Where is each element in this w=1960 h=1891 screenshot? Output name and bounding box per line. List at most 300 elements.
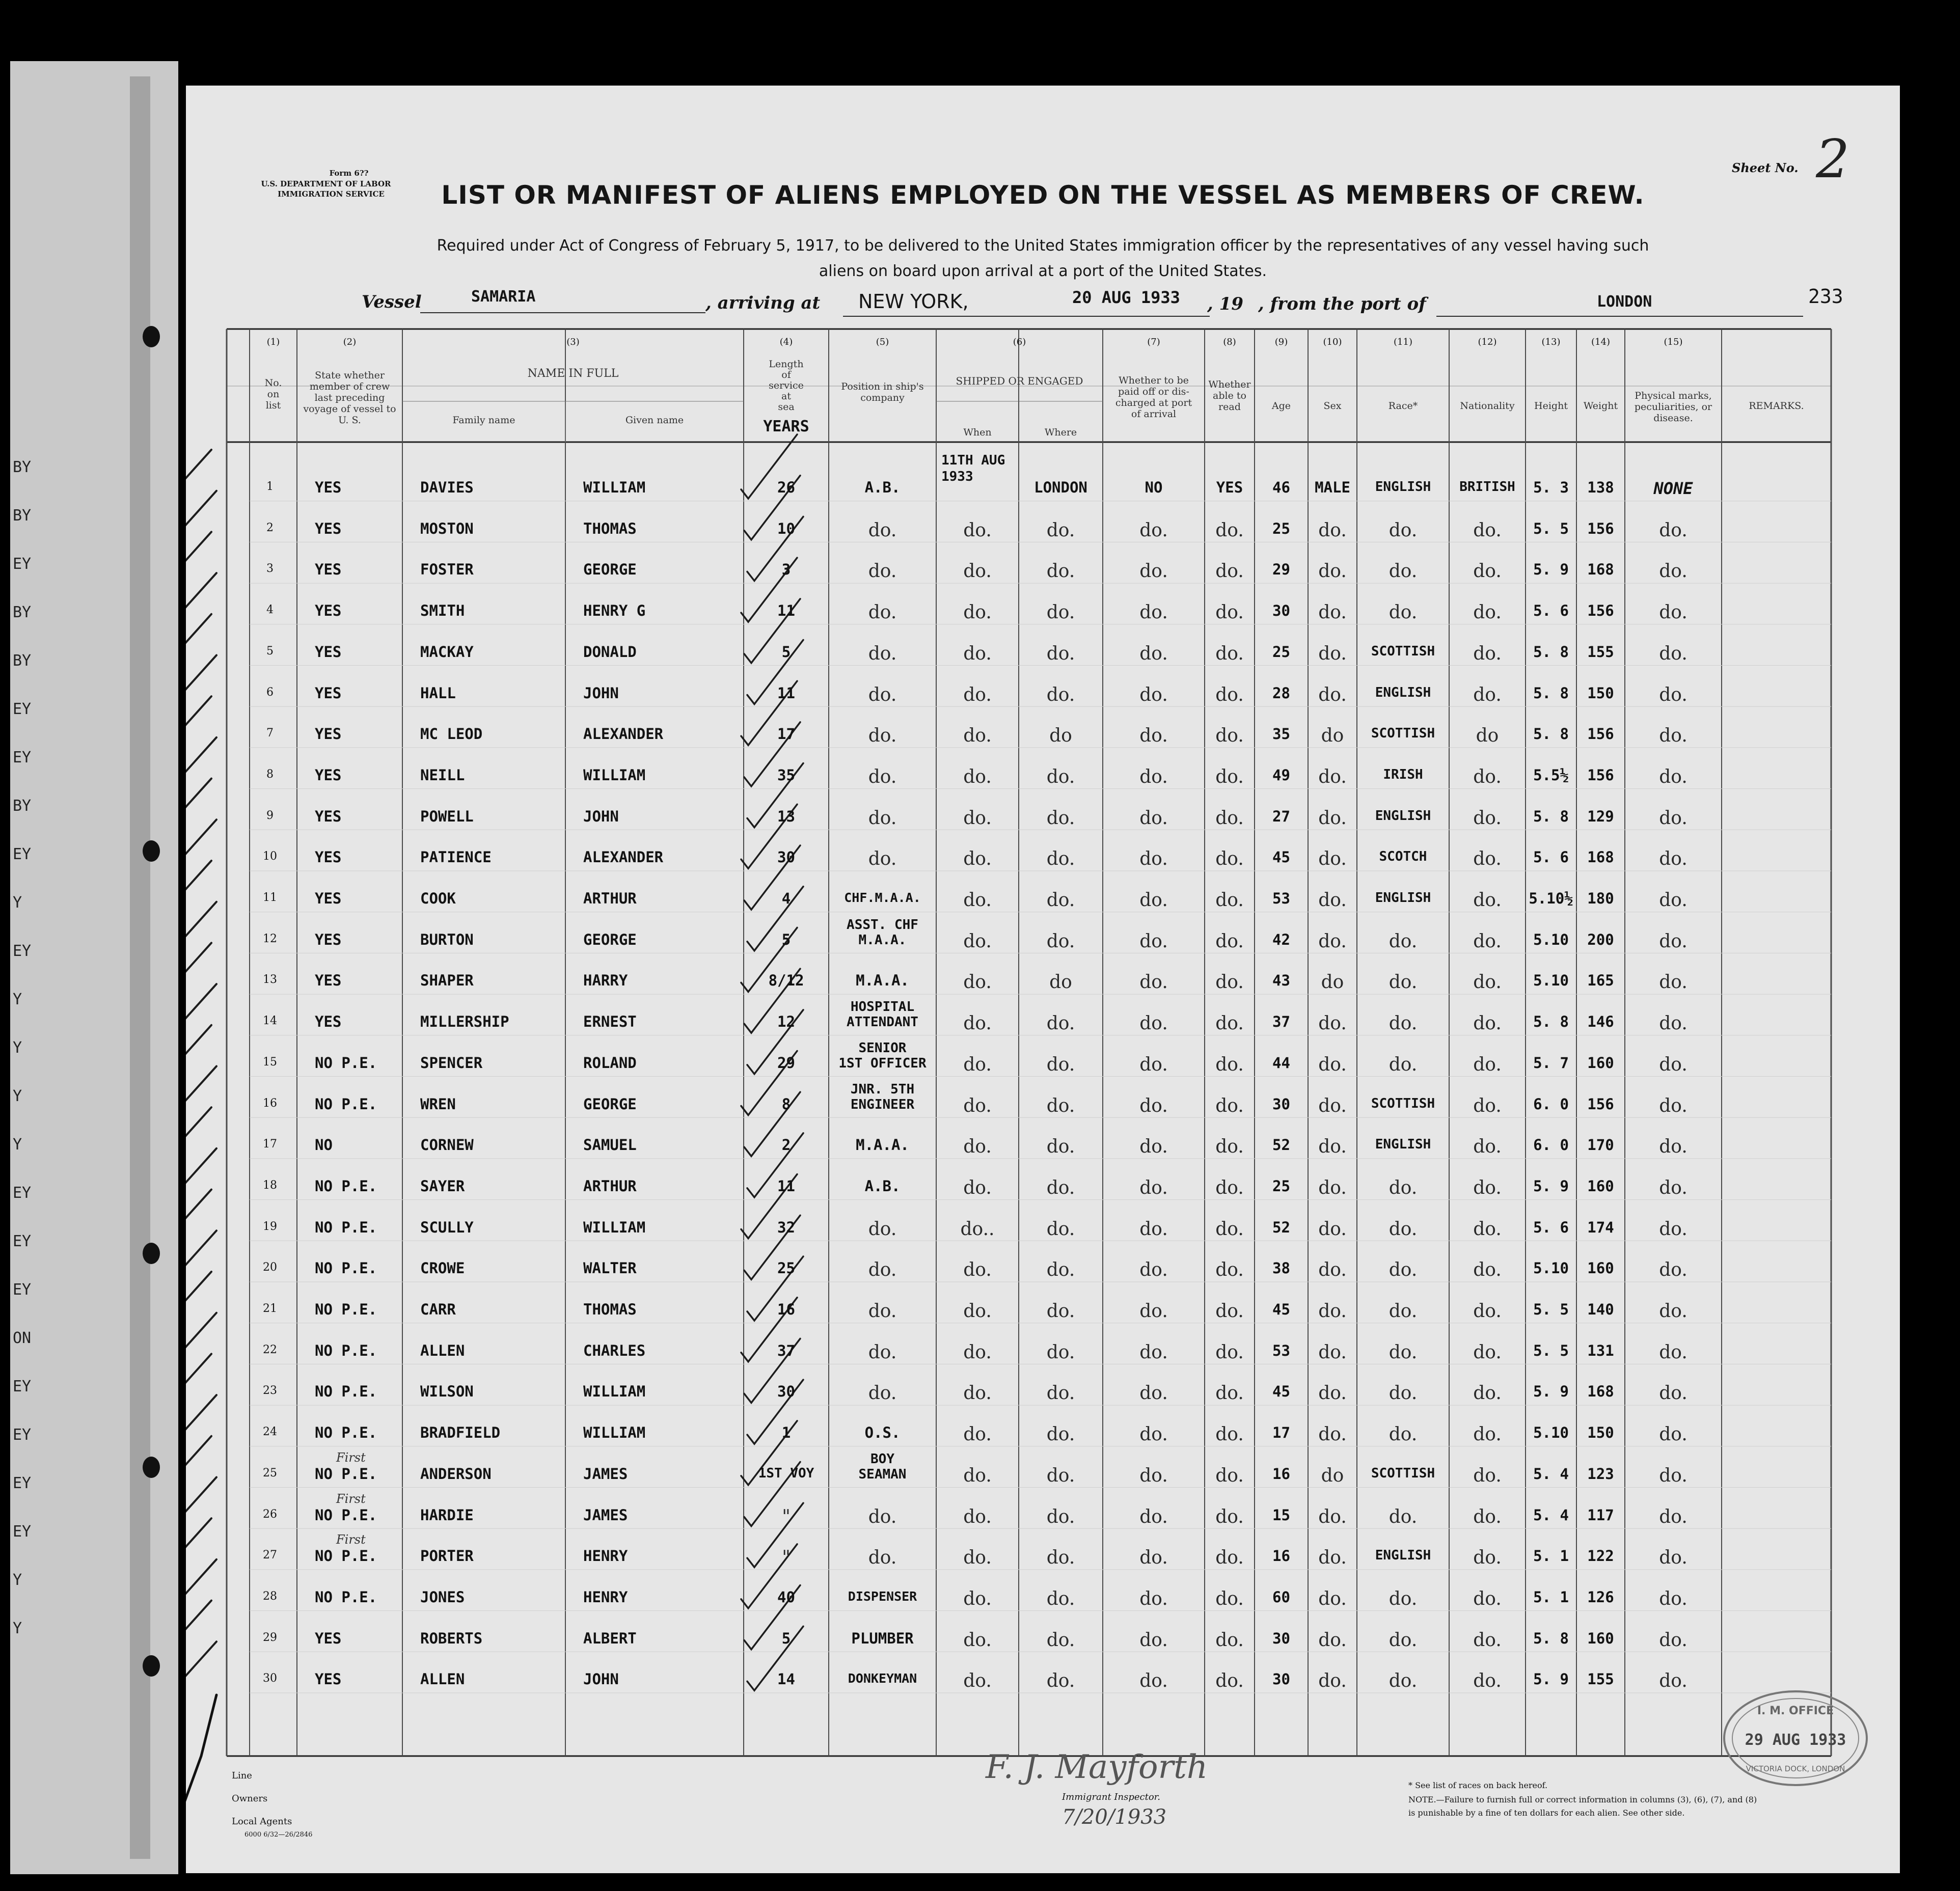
- able-to-read: do.: [1215, 972, 1244, 993]
- nationality: do.: [1473, 972, 1502, 993]
- family-name: SCULLY: [420, 1218, 474, 1236]
- physical-marks: do.: [1659, 1013, 1687, 1034]
- engaged-when: do.: [963, 1095, 992, 1116]
- column-number: (15): [1664, 337, 1683, 347]
- column-number: (7): [1147, 337, 1160, 347]
- row-number: 17: [263, 1138, 277, 1151]
- able-to-read: do.: [1215, 519, 1244, 541]
- row-number: 9: [266, 809, 274, 822]
- margin-slash: [186, 1436, 211, 1487]
- given-name: THOMAS: [583, 1301, 637, 1318]
- given-name: ALBERT: [583, 1629, 637, 1647]
- column-number: (11): [1394, 337, 1412, 347]
- height: 6. 0: [1533, 1136, 1569, 1154]
- physical-marks: do.: [1659, 1547, 1687, 1569]
- able-to-read: do.: [1215, 643, 1244, 664]
- given-name: GEORGE: [583, 930, 637, 948]
- able-to-read: do.: [1215, 1341, 1244, 1363]
- engaged-when: do.: [963, 1259, 992, 1281]
- ship-position: do.: [868, 519, 897, 541]
- column-head-position: company: [860, 392, 905, 403]
- crew-status: YES: [315, 972, 342, 990]
- margin-slash: [186, 861, 211, 912]
- height: 6. 0: [1533, 1095, 1569, 1113]
- engaged-where: LONDON: [1034, 479, 1087, 496]
- engaged-when: do.: [963, 1588, 992, 1609]
- weight: 170: [1587, 1136, 1614, 1154]
- column-number: (3): [566, 337, 580, 347]
- given-name: CHARLES: [583, 1341, 646, 1359]
- sex: do.: [1318, 930, 1347, 952]
- engaged-where: do.: [1046, 1670, 1075, 1692]
- engaged-where: do.: [1046, 602, 1075, 623]
- family-name: MACKAY: [420, 643, 474, 661]
- engaged-when: do.: [963, 1136, 992, 1158]
- column-number: (10): [1323, 337, 1342, 347]
- length-of-service: 26: [777, 479, 795, 496]
- age: 43: [1272, 972, 1290, 990]
- engaged-when: do.: [963, 1629, 992, 1651]
- ship-position: A.B.: [864, 1177, 901, 1195]
- family-name: SMITH: [420, 602, 465, 620]
- row-number: 1: [266, 480, 274, 493]
- physical-marks: do.: [1659, 1301, 1687, 1322]
- arriving-port: NEW YORK,: [858, 290, 969, 313]
- crew-status: YES: [315, 643, 342, 661]
- race: do.: [1389, 1383, 1418, 1404]
- age: 25: [1272, 519, 1290, 537]
- race: ENGLISH: [1375, 1548, 1431, 1564]
- family-name: PATIENCE: [420, 848, 492, 866]
- crew-status: YES: [315, 930, 342, 948]
- column-head-state: U. S.: [338, 415, 361, 426]
- column-head-no: No.: [264, 377, 282, 389]
- row-number: 26: [263, 1508, 277, 1521]
- handwritten-note: First: [336, 1450, 366, 1465]
- height: 5. 9: [1533, 1670, 1569, 1688]
- inspector-label: Immigrant Inspector.: [1062, 1792, 1161, 1802]
- nationality: do.: [1473, 643, 1502, 664]
- family-name: COOK: [420, 890, 456, 907]
- nationality: do.: [1473, 602, 1502, 623]
- column-head-given: Given name: [625, 415, 684, 426]
- race: do.: [1389, 561, 1418, 582]
- crew-status: NO: [315, 1136, 333, 1154]
- strip-fragment: BY: [13, 458, 32, 476]
- margin-slash: [186, 655, 216, 706]
- ship-position: do.: [868, 561, 897, 582]
- ship-position: M.A.A.: [858, 932, 907, 948]
- paid-off: do.: [1139, 643, 1168, 664]
- sex: do.: [1318, 1177, 1347, 1198]
- column-head-where: Where: [1044, 427, 1077, 438]
- margin-slash: [186, 491, 216, 542]
- age: 52: [1272, 1218, 1290, 1236]
- margin-slash: [186, 943, 211, 994]
- engaged-when: do.: [963, 1670, 992, 1692]
- paid-off: do.: [1139, 1301, 1168, 1322]
- engaged-where: do.: [1046, 1301, 1075, 1322]
- row-number: 29: [263, 1631, 277, 1644]
- length-of-service: 5: [781, 1629, 791, 1647]
- nationality: do.: [1473, 890, 1502, 911]
- engaged-when: do.: [963, 890, 992, 911]
- family-name: HALL: [420, 684, 456, 702]
- from-port-label: , from the port of: [1258, 294, 1426, 314]
- height: 5. 6: [1533, 1218, 1569, 1236]
- engaged-when: do.: [963, 1301, 992, 1322]
- given-name: ERNEST: [583, 1013, 637, 1031]
- given-name: JOHN: [583, 807, 619, 825]
- family-name: MC LEOD: [420, 725, 483, 743]
- engaged-where: do.: [1046, 561, 1075, 582]
- physical-marks: do.: [1659, 561, 1687, 582]
- engaged-when: do.: [963, 930, 992, 952]
- weight: 156: [1587, 766, 1614, 784]
- penalty-note-line-2: is punishable by a fine of ten dollars for each alien. See other side.: [1408, 1808, 1685, 1818]
- paid-off: do.: [1139, 1054, 1168, 1075]
- column-number: (6): [1013, 337, 1026, 347]
- engaged-where: do.: [1046, 890, 1075, 911]
- strip-fragment: Y: [13, 1136, 22, 1154]
- sex: do.: [1318, 602, 1347, 623]
- given-name: JAMES: [583, 1506, 628, 1524]
- column-number: (5): [876, 337, 889, 347]
- strip-fragment: Y: [13, 1039, 22, 1057]
- paid-off: do.: [1139, 602, 1168, 623]
- physical-marks: do.: [1659, 1054, 1687, 1075]
- race: do.: [1389, 1506, 1418, 1527]
- margin-slash: [186, 819, 216, 870]
- weight: 155: [1587, 643, 1614, 661]
- crew-status: YES: [315, 602, 342, 620]
- able-to-read: do.: [1215, 766, 1244, 787]
- paid-off: do.: [1139, 519, 1168, 541]
- race: IRISH: [1383, 766, 1423, 782]
- inspector-signature: F. J. Mayforth: [986, 1748, 1208, 1786]
- ship-position: do.: [868, 1506, 897, 1527]
- height: 5. 4: [1533, 1465, 1569, 1483]
- margin-slash: [186, 1518, 211, 1569]
- able-to-read: do.: [1215, 1136, 1244, 1158]
- length-of-service: 25: [777, 1259, 795, 1277]
- race: do.: [1389, 1588, 1418, 1609]
- length-of-service: ": [782, 1506, 791, 1527]
- weight: 122: [1587, 1547, 1614, 1565]
- column-number: (13): [1541, 337, 1561, 347]
- engaged-where: do.: [1046, 848, 1075, 870]
- race: do.: [1389, 1424, 1418, 1445]
- engaged-where: do.: [1046, 1341, 1075, 1363]
- given-name: THOMAS: [583, 519, 637, 537]
- given-name: ARTHUR: [583, 1177, 637, 1195]
- ship-position: do.: [868, 1341, 897, 1363]
- race: do.: [1389, 1218, 1418, 1240]
- given-name: ROLAND: [583, 1054, 637, 1072]
- paid-off: do.: [1139, 1588, 1168, 1609]
- row-number: 28: [263, 1589, 277, 1603]
- engaged-where: do.: [1046, 1054, 1075, 1075]
- ship-position: SENIOR: [858, 1040, 907, 1056]
- height: 5.10: [1533, 1424, 1569, 1442]
- height: 5. 9: [1533, 1177, 1569, 1195]
- weight: 165: [1587, 972, 1614, 990]
- strip-fragment: EY: [13, 1474, 32, 1492]
- row-number: 13: [263, 973, 277, 986]
- crew-status: YES: [315, 848, 342, 866]
- engaged-where: do.: [1046, 519, 1075, 541]
- physical-marks: do.: [1659, 766, 1687, 787]
- column-head-read: Whether: [1208, 379, 1251, 390]
- column-head-marks: Physical marks,: [1635, 390, 1712, 401]
- able-to-read: do.: [1215, 1177, 1244, 1198]
- crew-status: YES: [315, 479, 342, 496]
- length-of-service: 32: [777, 1218, 795, 1236]
- margin-slash: [186, 450, 211, 501]
- ship-position: 1ST OFFICER: [838, 1055, 927, 1071]
- height: 5. 8: [1533, 684, 1569, 702]
- strip-fragment: EY: [13, 1426, 32, 1444]
- age: 25: [1272, 643, 1290, 661]
- physical-marks: do.: [1659, 848, 1687, 870]
- from-port: LONDON: [1597, 293, 1652, 311]
- height: 5. 1: [1533, 1547, 1569, 1565]
- age: 35: [1272, 725, 1290, 743]
- race: ENGLISH: [1375, 890, 1431, 906]
- height: 5. 7: [1533, 1054, 1569, 1072]
- weight: 155: [1587, 1670, 1614, 1688]
- length-of-service: 8/12: [768, 972, 804, 990]
- sex: do.: [1318, 643, 1347, 664]
- margin-slash: [186, 779, 211, 830]
- form-department: U.S. DEPARTMENT OF LABOR: [261, 179, 391, 188]
- ship-position: do.: [868, 1547, 897, 1569]
- margin-slash: [186, 1641, 216, 1692]
- row-number: 11: [263, 891, 277, 904]
- ship-position: do.: [868, 1218, 897, 1240]
- sex: do.: [1318, 890, 1347, 911]
- engaged-where: do.: [1046, 1547, 1075, 1569]
- height: 5. 8: [1533, 1629, 1569, 1647]
- row-number: 21: [263, 1302, 277, 1315]
- nationality: do.: [1473, 1013, 1502, 1034]
- age: 42: [1272, 930, 1290, 948]
- row-number: 5: [266, 644, 274, 657]
- strip-fragment: EY: [13, 1281, 32, 1299]
- family-name: DAVIES: [420, 479, 474, 496]
- nationality: do.: [1473, 1259, 1502, 1281]
- crew-status: YES: [315, 684, 342, 702]
- sex: do.: [1318, 1136, 1347, 1158]
- weight: 174: [1587, 1218, 1614, 1236]
- age: 28: [1272, 684, 1290, 702]
- paid-off: do.: [1139, 1383, 1168, 1404]
- year-label: , 19: [1207, 294, 1243, 314]
- length-of-service: 16: [777, 1301, 795, 1318]
- row-number: 25: [263, 1466, 277, 1479]
- column-head-length: at: [781, 391, 791, 402]
- column-head-length: sea: [778, 401, 795, 413]
- family-name: PORTER: [420, 1547, 474, 1565]
- weight: 168: [1587, 561, 1614, 579]
- weight: 156: [1587, 725, 1614, 743]
- given-name: HENRY: [583, 1588, 628, 1606]
- age: 29: [1272, 561, 1290, 579]
- race: do.: [1389, 1177, 1418, 1198]
- row-number: 18: [263, 1179, 277, 1192]
- nationality: do.: [1473, 1465, 1502, 1486]
- family-name: WILSON: [420, 1383, 474, 1401]
- length-of-service: 13: [777, 807, 795, 825]
- family-name: JONES: [420, 1588, 465, 1606]
- crew-status: NO P.E.: [315, 1095, 377, 1113]
- able-to-read: YES: [1216, 479, 1243, 496]
- ship-position: HOSPITAL: [850, 999, 915, 1015]
- column-head-marks: peculiarities, or: [1634, 401, 1712, 413]
- engaged-where: do.: [1046, 1013, 1075, 1034]
- crew-status: NO P.E.: [315, 1506, 377, 1524]
- punch-hole: [143, 1243, 160, 1264]
- paid-off: do.: [1139, 766, 1168, 787]
- column-head-weight: Weight: [1583, 400, 1618, 412]
- engaged-where: do.: [1046, 643, 1075, 664]
- print-code: 6000 6/32—26/2846: [244, 1831, 313, 1839]
- race: ENGLISH: [1375, 808, 1431, 824]
- paid-off: do.: [1139, 1547, 1168, 1569]
- engaged-when: do.: [963, 1054, 992, 1075]
- given-name: WILLIAM: [583, 1424, 646, 1442]
- column-head-no: on: [267, 389, 280, 400]
- length-of-service: 40: [777, 1588, 795, 1606]
- race: SCOTTISH: [1371, 1095, 1435, 1111]
- strip-fragment: ON: [13, 1329, 32, 1347]
- office-stamp: [1719, 1685, 1872, 1792]
- row-number: 23: [263, 1384, 277, 1397]
- strip-fragment: EY: [13, 942, 32, 960]
- nationality: do.: [1473, 1136, 1502, 1158]
- paid-off: do.: [1139, 1013, 1168, 1034]
- race: do.: [1389, 1629, 1418, 1651]
- paid-off: do.: [1139, 930, 1168, 952]
- sex: do.: [1318, 1218, 1347, 1240]
- race: do.: [1389, 972, 1418, 993]
- ship-position: do.: [868, 602, 897, 623]
- sex: do.: [1318, 1424, 1347, 1445]
- column-head-no: list: [265, 400, 281, 411]
- paid-off: do.: [1139, 1465, 1168, 1486]
- age: 45: [1272, 848, 1290, 866]
- race: do.: [1389, 1301, 1418, 1322]
- height: 5. 1: [1533, 1588, 1569, 1606]
- length-of-service: 5: [781, 643, 791, 661]
- length-of-service: 10: [777, 519, 795, 537]
- column-head-paid: of arrival: [1131, 408, 1177, 420]
- length-of-service: 17: [777, 725, 795, 743]
- column-head-state: State whether: [315, 370, 385, 381]
- paid-off: do.: [1139, 561, 1168, 582]
- column-head-height: Height: [1534, 400, 1568, 412]
- given-name: JOHN: [583, 684, 619, 702]
- row-number: 7: [266, 727, 274, 740]
- age: 30: [1272, 602, 1290, 620]
- races-note: * See list of races on back hereof.: [1408, 1780, 1548, 1790]
- column-head-when: When: [963, 427, 992, 438]
- margin-slash: [186, 737, 216, 788]
- ship-position: do.: [868, 725, 897, 747]
- engaged-when: do.: [963, 519, 992, 541]
- nationality: do.: [1473, 519, 1502, 541]
- ship-position: do.: [868, 1301, 897, 1322]
- ship-position: A.B.: [864, 479, 901, 496]
- sex: do.: [1318, 1301, 1347, 1322]
- given-name: HENRY G: [583, 602, 646, 620]
- length-of-service: 29: [777, 1054, 795, 1072]
- engaged-when: 1933: [941, 469, 973, 484]
- age: 37: [1272, 1013, 1290, 1031]
- engaged-when: 11TH AUG: [941, 453, 1005, 468]
- given-name: WILLIAM: [583, 479, 646, 496]
- age: 16: [1272, 1547, 1290, 1565]
- family-name: MOSTON: [420, 519, 474, 537]
- engaged-where: do.: [1046, 766, 1075, 787]
- length-of-service: 35: [777, 766, 795, 784]
- physical-marks: do.: [1659, 725, 1687, 747]
- length-of-service: 1: [781, 1424, 791, 1442]
- physical-marks: do.: [1659, 1259, 1687, 1281]
- engaged-when: do.: [963, 1424, 992, 1445]
- given-name: ARTHUR: [583, 890, 637, 907]
- column-head-remarks: REMARKS.: [1749, 400, 1804, 412]
- physical-marks: do.: [1659, 930, 1687, 952]
- strip-fragment: BY: [13, 797, 32, 815]
- crew-status: YES: [315, 519, 342, 537]
- engaged-when: do.: [963, 1506, 992, 1527]
- nationality: do.: [1473, 930, 1502, 952]
- crew-status: NO P.E.: [315, 1177, 377, 1195]
- stamp-bottom-text: VICTORIA DOCK, LONDON: [1746, 1764, 1845, 1773]
- paid-off: do.: [1139, 1424, 1168, 1445]
- row-number: 6: [266, 686, 274, 699]
- family-name: HARDIE: [420, 1506, 474, 1524]
- physical-marks: do.: [1659, 602, 1687, 623]
- engaged-where: do.: [1046, 1177, 1075, 1198]
- strip-fragment: Y: [13, 1620, 22, 1637]
- sex: do.: [1318, 1588, 1347, 1609]
- row-number: 16: [263, 1097, 277, 1110]
- age: 44: [1272, 1054, 1290, 1072]
- height: 5. 5: [1533, 1341, 1569, 1359]
- engaged-when: do.: [963, 1013, 992, 1034]
- strip-fragment: EY: [13, 700, 32, 718]
- height: 5. 8: [1533, 1013, 1569, 1031]
- able-to-read: do.: [1215, 1054, 1244, 1075]
- given-name: WILLIAM: [583, 1383, 646, 1401]
- engaged-when: do.: [963, 1383, 992, 1404]
- given-name: JOHN: [583, 1670, 619, 1688]
- able-to-read: do.: [1215, 1670, 1244, 1692]
- physical-marks: do.: [1659, 1341, 1687, 1363]
- crew-status: NO P.E.: [315, 1424, 377, 1442]
- given-name: DONALD: [583, 643, 637, 661]
- nationality: do.: [1473, 848, 1502, 870]
- paid-off: do.: [1139, 1218, 1168, 1240]
- column-number: (2): [343, 337, 357, 347]
- ship-position: ATTENDANT: [847, 1015, 918, 1030]
- given-name: GEORGE: [583, 1095, 637, 1113]
- height: 5. 4: [1533, 1506, 1569, 1524]
- row-number: 8: [266, 768, 274, 781]
- row-number: 14: [263, 1015, 277, 1028]
